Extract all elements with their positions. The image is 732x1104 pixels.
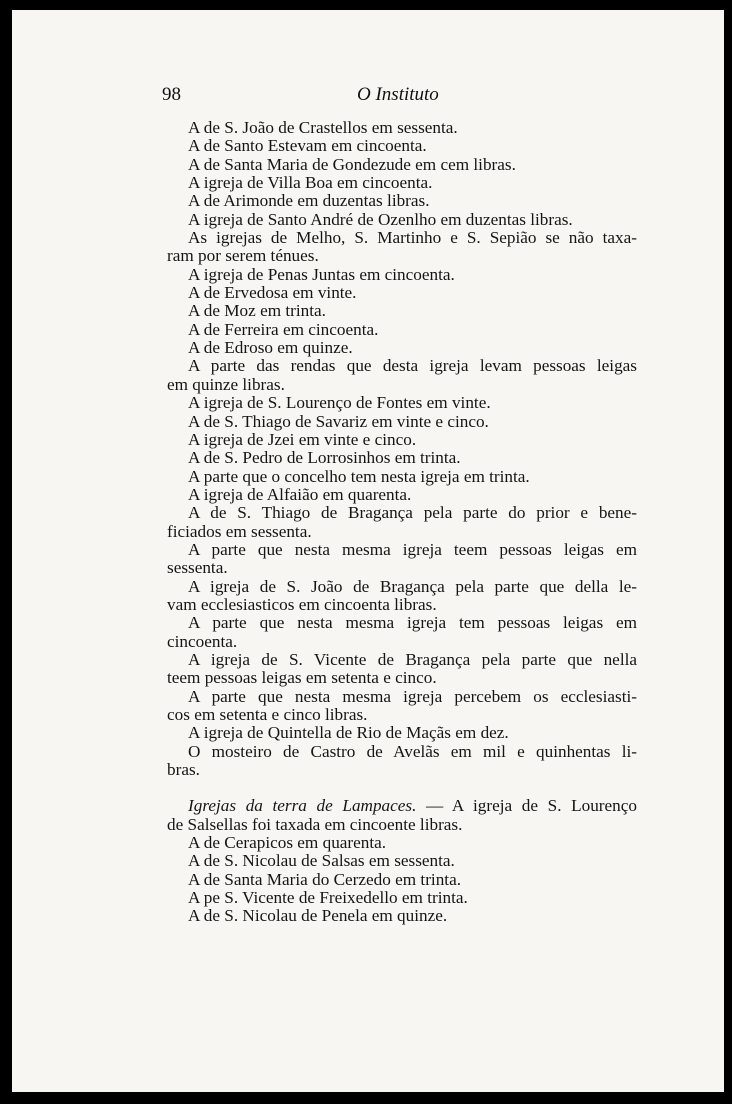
text-line: A igreja de Alfaião em quarenta. bbox=[188, 484, 412, 504]
section-dash: — bbox=[416, 796, 452, 816]
text-line: A de S. Thiago de Bragança pela parte do prior e bene- bbox=[188, 503, 637, 523]
text-line: O mosteiro de Castro de Avelãs em mil e quinhentas li- bbox=[188, 741, 637, 761]
paragraph bbox=[167, 724, 637, 742]
paragraph bbox=[167, 119, 637, 137]
text-line: em quinze libras. bbox=[167, 374, 285, 394]
paragraph bbox=[167, 174, 637, 192]
paragraph bbox=[167, 541, 637, 578]
text-line: A de S. Nicolau de Salsas em sessenta. bbox=[188, 851, 455, 871]
text-line: A de Santo Estevam em cincoenta. bbox=[188, 136, 427, 156]
text-line: A de S. Thiago de Savariz em vinte e cinco. bbox=[188, 411, 489, 431]
paragraph bbox=[167, 192, 637, 210]
text-line: A parte das rendas que desta igreja levam pessoas leigas bbox=[188, 356, 637, 376]
text-line: cos em setenta e cinco libras. bbox=[167, 705, 368, 724]
text-line: A igreja de S. Vicente de Bragança pela parte que nella bbox=[188, 649, 637, 669]
paragraph bbox=[167, 431, 637, 449]
text-line: A igreja de Villa Boa em cincoenta. bbox=[188, 173, 433, 193]
paragraph bbox=[167, 486, 637, 504]
paragraph bbox=[167, 413, 637, 431]
text-line: ram por serem ténues. bbox=[167, 246, 319, 266]
text-line: A igreja de Jzei em vinte e cinco. bbox=[188, 429, 417, 449]
paragraph bbox=[167, 137, 637, 155]
text-line: A de Arimonde em duzentas libras. bbox=[188, 191, 430, 211]
section-title: Igrejas da terra de Lampaces. bbox=[188, 796, 417, 816]
text-line: A de S. Pedro de Lorrosinhos em trinta. bbox=[188, 448, 461, 468]
paragraph bbox=[167, 229, 637, 266]
text-line: A parte que o concelho tem nesta igreja em trinta. bbox=[188, 466, 530, 486]
section-gap bbox=[167, 779, 637, 797]
text-line: A de S. Nicolau de Penela em quinze. bbox=[188, 906, 448, 926]
body-text bbox=[167, 119, 637, 926]
text-line: cincoenta. bbox=[167, 631, 238, 651]
text-line: A parte que nesta mesma igreja tem pessoas leigas em bbox=[188, 613, 637, 633]
paragraph bbox=[167, 284, 637, 302]
section-opening-line-2: de Salsellas foi taxada em cincoente libras. bbox=[167, 814, 463, 834]
paragraph bbox=[167, 211, 637, 229]
text-line: ficiados em sessenta. bbox=[167, 521, 312, 541]
text-line: A de Moz em trinta. bbox=[188, 301, 326, 321]
text-line: A de Cerapicos em quarenta. bbox=[188, 833, 387, 853]
text-line: A igreja de S. João de Bragança pela parte que della le- bbox=[188, 576, 637, 596]
paragraph bbox=[167, 266, 637, 284]
paragraph bbox=[167, 394, 637, 412]
section-opening-line bbox=[167, 797, 637, 815]
text-line: bras. bbox=[167, 760, 200, 780]
text-line: A igreja de Quintella de Rio de Maçãs em dez. bbox=[188, 723, 509, 743]
running-title: O Instituto bbox=[357, 84, 439, 105]
paragraph bbox=[167, 578, 637, 615]
page-number: 98 bbox=[162, 84, 181, 105]
paragraph bbox=[167, 449, 637, 467]
text-line: sessenta. bbox=[167, 558, 228, 578]
text-line: As igrejas de Melho, S. Martinho e S. Sepião se não taxa- bbox=[188, 228, 637, 248]
paragraph-list bbox=[167, 119, 637, 779]
paragraph bbox=[167, 688, 637, 725]
text-line: A de Ervedosa em vinte. bbox=[188, 283, 357, 303]
paragraph bbox=[167, 339, 637, 357]
text-line: A de Santa Maria de Gondezude em cem libras. bbox=[188, 154, 516, 174]
paragraph bbox=[167, 321, 637, 339]
text-line: vam ecclesiasticos em cincoenta libras. bbox=[167, 594, 437, 614]
text-line: A igreja de Santo André de Ozenlho em duzentas libras. bbox=[188, 209, 573, 229]
book-page bbox=[12, 10, 724, 1092]
paragraph bbox=[167, 156, 637, 174]
paragraph bbox=[167, 302, 637, 320]
section-entry-list bbox=[167, 834, 637, 926]
text-line: A igreja de Penas Juntas em cincoenta. bbox=[188, 264, 455, 284]
text-line: A pe S. Vicente de Freixedello em trinta. bbox=[188, 888, 468, 908]
paragraph bbox=[167, 614, 637, 651]
paragraph bbox=[167, 504, 637, 541]
text-line: A parte que nesta mesma igreja teem pessoas leigas em bbox=[188, 539, 637, 559]
paragraph bbox=[167, 743, 637, 780]
paragraph bbox=[167, 468, 637, 486]
section-opening-text: A igreja de S. Lourenço bbox=[451, 796, 637, 816]
text-line: A parte que nesta mesma igreja percebem os ecclesiasti- bbox=[188, 686, 637, 706]
text-line: A de S. João de Crastellos em sessenta. bbox=[188, 118, 458, 137]
text-line: A de Edroso em quinze. bbox=[188, 338, 353, 358]
text-line: A igreja de S. Lourenço de Fontes em vinte. bbox=[188, 393, 491, 413]
text-line: A de Ferreira em cincoenta. bbox=[188, 319, 379, 339]
paragraph bbox=[167, 651, 637, 688]
text-line: teem pessoas leigas em setenta e cinco. bbox=[167, 668, 437, 688]
text-line: A de Santa Maria do Cerzedo em trinta. bbox=[188, 869, 462, 889]
paragraph bbox=[167, 357, 637, 394]
